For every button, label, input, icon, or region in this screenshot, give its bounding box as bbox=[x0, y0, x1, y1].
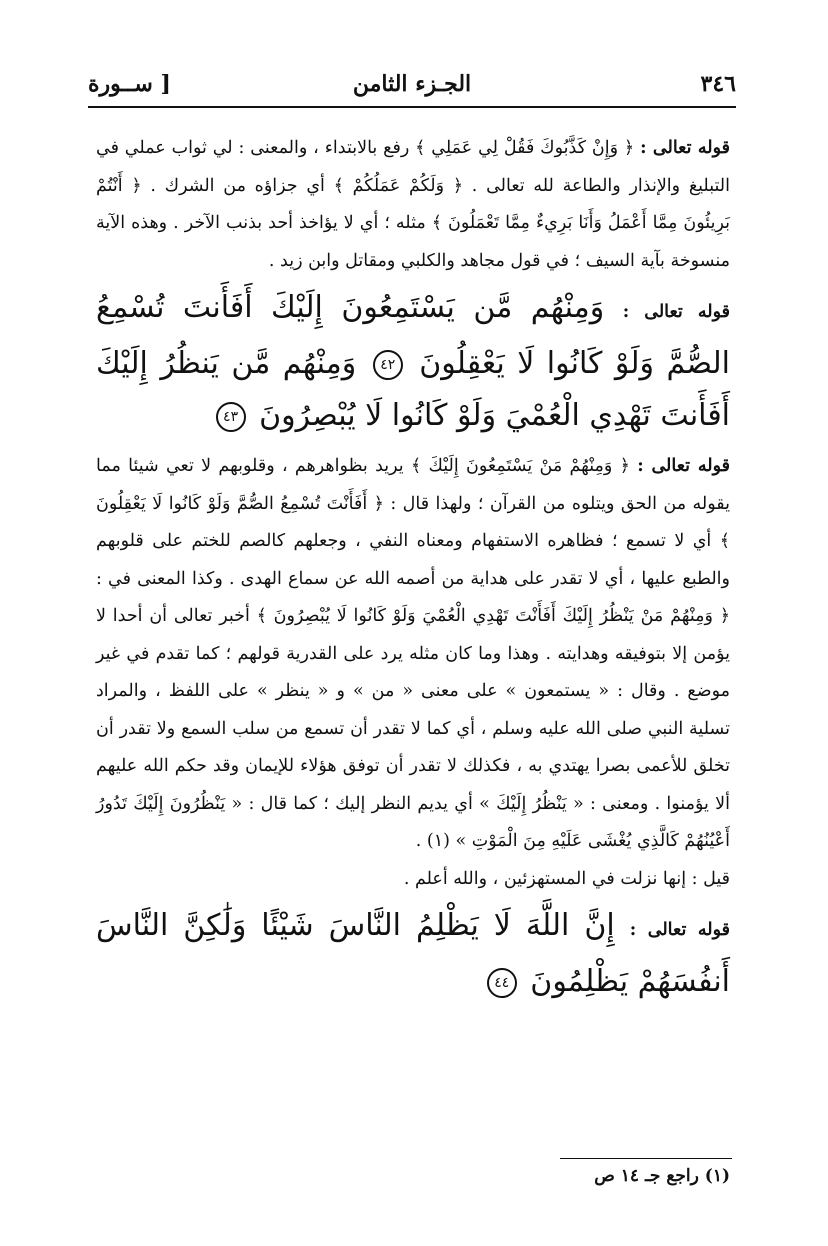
commentary-paragraph bbox=[96, 448, 730, 861]
paragraph-lead: قوله تعالى : bbox=[637, 456, 730, 476]
verse-lead: قوله تعالى : bbox=[629, 920, 730, 940]
ayah-number-marker: ٤٣ bbox=[216, 402, 246, 432]
paragraph-lead: قوله تعالى : bbox=[640, 138, 730, 158]
page-body bbox=[96, 130, 730, 1014]
ayah-number-marker: ٤٢ bbox=[373, 350, 403, 380]
surah-title: [ ســورة bbox=[88, 71, 171, 97]
verse-text: وَمِنْهُم مَّن يَنظُرُ إِلَيْكَ أَفَأَنتَ تَهْدِي الْعُمْيَ وَلَوْ كَانُوا لَا يُبْصِرُونَ bbox=[96, 346, 730, 433]
quran-verse-block bbox=[96, 900, 730, 1008]
paragraph-text: قيل : إنها نزلت في المستهزئين ، والله أعلم . bbox=[403, 868, 730, 889]
footnote: (١) راجع جـ ١٤ ص bbox=[594, 1166, 730, 1186]
commentary-paragraph bbox=[96, 861, 730, 899]
part-title: الجـزء الثامن bbox=[352, 71, 472, 97]
page-number: ٣٤٦ bbox=[700, 71, 736, 97]
verse-text: إِنَّ اللَّهَ لَا يَظْلِمُ النَّاسَ شَيْئًا وَلَٰكِنَّ النَّاسَ أَنفُسَهُمْ يَظْلِمُونَ bbox=[96, 908, 730, 999]
verse-lead: قوله تعالى : bbox=[622, 302, 730, 322]
quran-verse-block bbox=[96, 282, 730, 442]
paragraph-text: ﴿ وَإِنْ كَذَّبُوكَ فَقُلْ لِي عَمَلِي ﴾ رفع بالابتداء ، والمعنى : لي ثواب عملي في التبليغ والإنذار والطاعة لله تعالى . ﴿ وَلَكُمْ عَمَلُكُمْ ﴾ أي جزاؤه من الشرك . ﴿ أَنْتُمْ بَرِيئُونَ مِمَّا أَعْمَلُ وَأَنَا بَرِيءٌ مِمَّا تَعْمَلُونَ ﴾ مثله ؛ أي لا يؤاخذ أحد بذنب الآخر . وهذه الآية منسوخة بآية السيف ؛ في قول مجاهد والكلبي ومقاتل وابن زيد . bbox=[96, 138, 730, 271]
commentary-paragraph bbox=[96, 130, 730, 280]
verse-text: وَمِنْهُم مَّن يَسْتَمِعُونَ إِلَيْكَ أَفَأَنتَ تُسْمِعُ الصُّمَّ وَلَوْ كَانُوا لَا يَعْقِلُونَ bbox=[96, 290, 731, 381]
ayah-number-marker: ٤٤ bbox=[487, 968, 517, 998]
footnote-rule bbox=[560, 1158, 732, 1159]
header-rule bbox=[88, 106, 736, 108]
paragraph-text: ﴿ وَمِنْهُمْ مَنْ يَسْتَمِعُونَ إِلَيْكَ ﴾ يريد بظواهرهم ، وقلوبهم لا تعي شيئا مما يقوله من الحق ويتلوه من القرآن ؛ ولهذا قال : ﴿ أَفَأَنْتَ تُسْمِعُ الصُّمَّ وَلَوْ كَانُوا لَا يَعْقِلُونَ ﴾ أي لا تسمع ؛ فظاهره الاستفهام ومعناه النفي ، وجعلهم كالصم للختم على قلوبهم والطبع عليها ، أي لا تقدر على هداية من أصمه الله عن سماع الهدى . وكذا المعنى في : ﴿ وَمِنْهُمْ مَنْ يَنْظُرُ إِلَيْكَ أَفَأَنْتَ تَهْدِي الْعُمْيَ وَلَوْ كَانُوا لَا يُبْصِرُونَ ﴾ أخبر تعالى أن أحدا لا يؤمن إلا بتوفيقه وهدايته . وهذا وما كان مثله يرد على القدرية قولهم ؛ كما تقدم في غير موضع . وقال : « يستمعون » على معنى « من » و « ينظر » على اللفظ ، والمراد تسلية النبي صلى الله عليه وسلم ، أي كما لا تقدر أن تسمع من سلب السمع ولا تقدر أن تخلق للأعمى بصرا يهتدي به ، فكذلك لا تقدر أن توفق هؤلاء للإيمان وقد حكم الله عليهم ألا يؤمنوا . ومعنى : « يَنْظُرُ إِلَيْكَ » أي يديم النظر إليك ؛ كما قال : « يَنْظُرُونَ إِلَيْكَ تَدُورُ أَعْيُنُهُمْ كَالَّذِي يُغْشَى عَلَيْهِ مِنَ الْمَوْتِ » (١) . bbox=[96, 456, 731, 851]
page-header bbox=[88, 64, 736, 104]
